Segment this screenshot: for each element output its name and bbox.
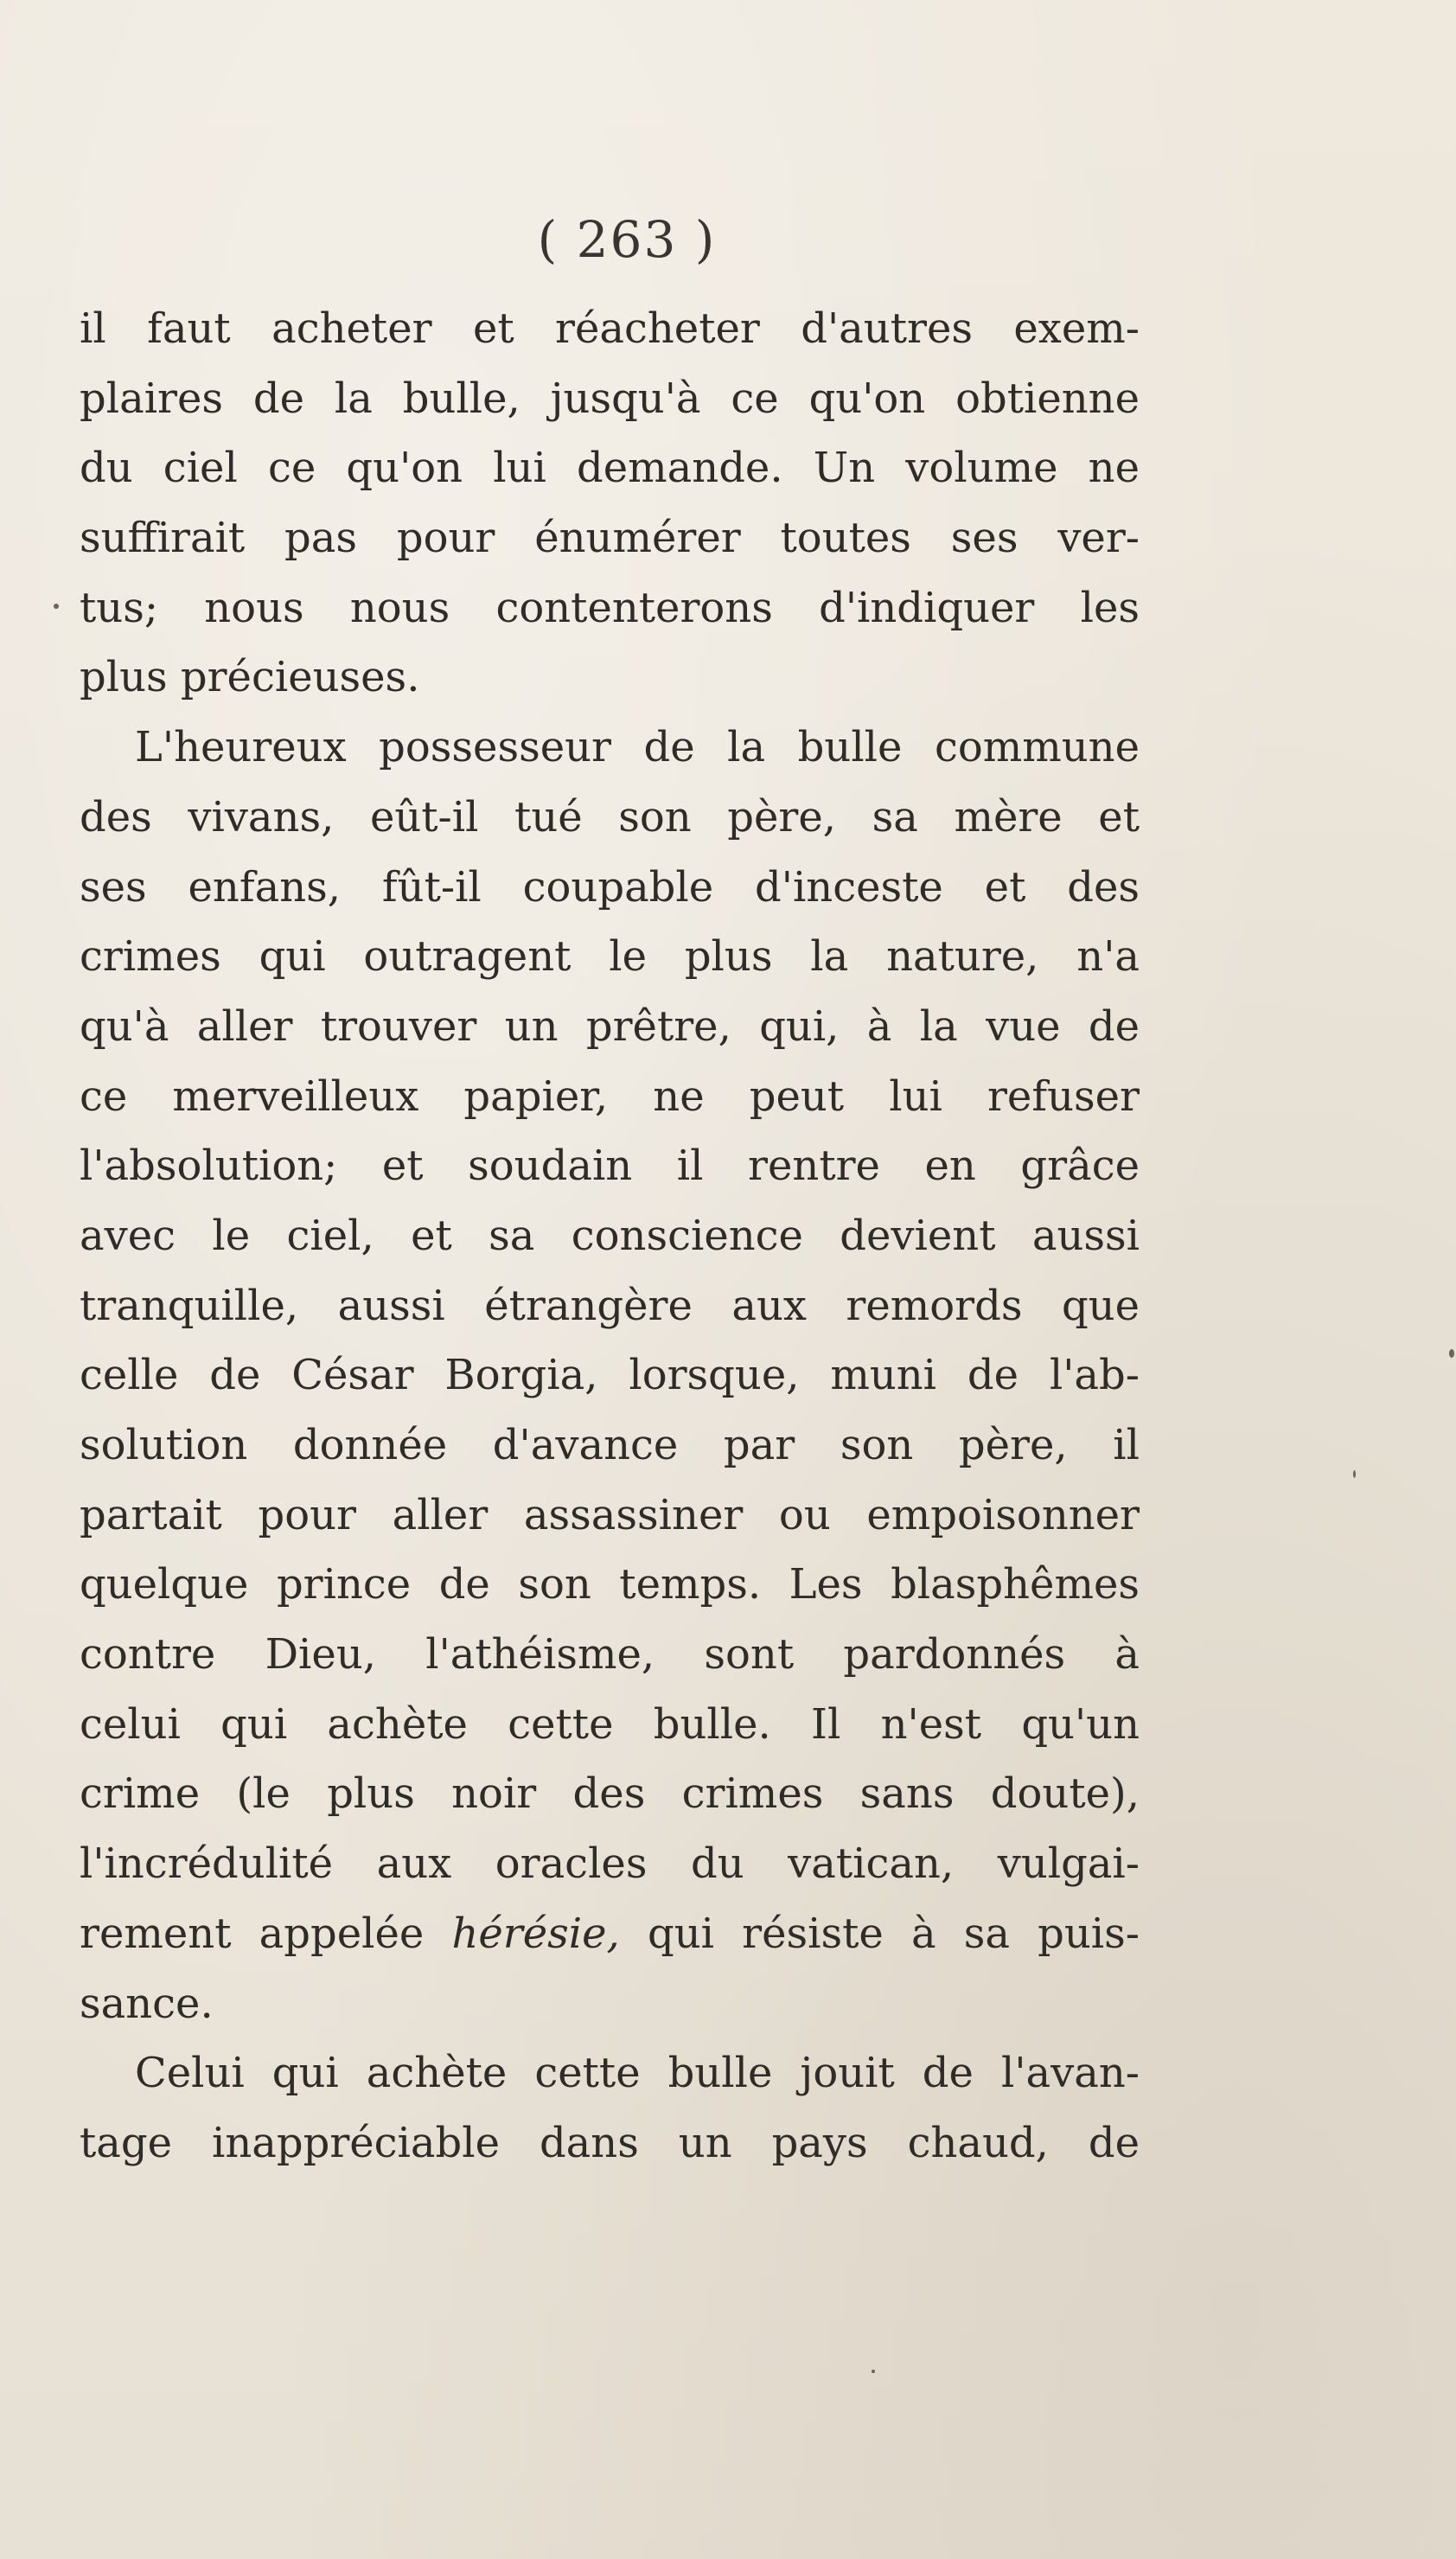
text-segment: qui résiste à sa puis-: [619, 1909, 1140, 1958]
italic-term: hérésie,: [451, 1909, 620, 1958]
paper-speck: [54, 604, 59, 609]
text-line: quelque prince de son temps. Les blasphêmes: [80, 1560, 1140, 1609]
text-line: des vivans, eût-il tué son père, sa mère et: [80, 792, 1140, 841]
text-line: Celui qui achète cette bulle jouit de l'avan-: [135, 2049, 1140, 2098]
text-line: solution donnée d'avance par son père, il: [80, 1421, 1140, 1469]
text-line: suffirait pas pour énumérer toutes ses ver-: [80, 514, 1140, 563]
text-line: tus; nous nous contenterons d'indiquer les: [80, 583, 1140, 632]
text-line: tage inappréciable dans un pays chaud, de: [80, 2118, 1140, 2167]
text-line: ce merveilleux papier, ne peut lui refuser: [80, 1072, 1140, 1121]
text-line: tranquille, aussi étrangère aux remords que: [80, 1281, 1140, 1330]
text-line: il faut acheter et réacheter d'autres exem-: [80, 304, 1140, 353]
paper-speck: [872, 2370, 875, 2373]
text-segment: rement appelée: [80, 1909, 452, 1958]
text-line: L'heureux possesseur de la bulle commune: [135, 723, 1140, 772]
paper-speck: [1353, 1470, 1356, 1478]
text-line: plaires de la bulle, jusqu'à ce qu'on obtienne: [80, 374, 1140, 423]
text-line: l'absolution; et soudain il rentre en grâce: [80, 1142, 1140, 1191]
text-line: sance.: [80, 1979, 214, 2028]
text-line: contre Dieu, l'athéisme, sont pardonnés à: [80, 1630, 1140, 1679]
text-line: crimes qui outragent le plus la nature, n'a: [80, 932, 1140, 982]
page-number: ( 263 ): [537, 210, 717, 269]
text-line: qu'à aller trouver un prêtre, qui, à la vue de: [80, 1001, 1140, 1051]
text-line: plus précieuses.: [80, 653, 420, 702]
text-line: celle de César Borgia, lorsque, muni de l'ab-: [80, 1351, 1140, 1400]
text-line: l'incrédulité aux oracles du vatican, vulgai-: [80, 1839, 1140, 1889]
text-line: partait pour aller assassiner ou empoisonner: [80, 1490, 1140, 1539]
text-line: avec le ciel, et sa conscience devient aussi: [80, 1211, 1140, 1260]
text-line: celui qui achète cette bulle. Il n'est qu'un: [80, 1699, 1140, 1749]
text-line: crime (le plus noir des crimes sans doute),: [80, 1769, 1140, 1819]
text-line: ses enfans, fût-il coupable d'inceste et des: [80, 862, 1140, 912]
text-line: du ciel ce qu'on lui demande. Un volume ne: [80, 444, 1140, 493]
paper-speck: [1449, 1349, 1454, 1358]
body-text: [80, 294, 1140, 2178]
text-line-with-italic: [80, 1899, 1140, 1969]
